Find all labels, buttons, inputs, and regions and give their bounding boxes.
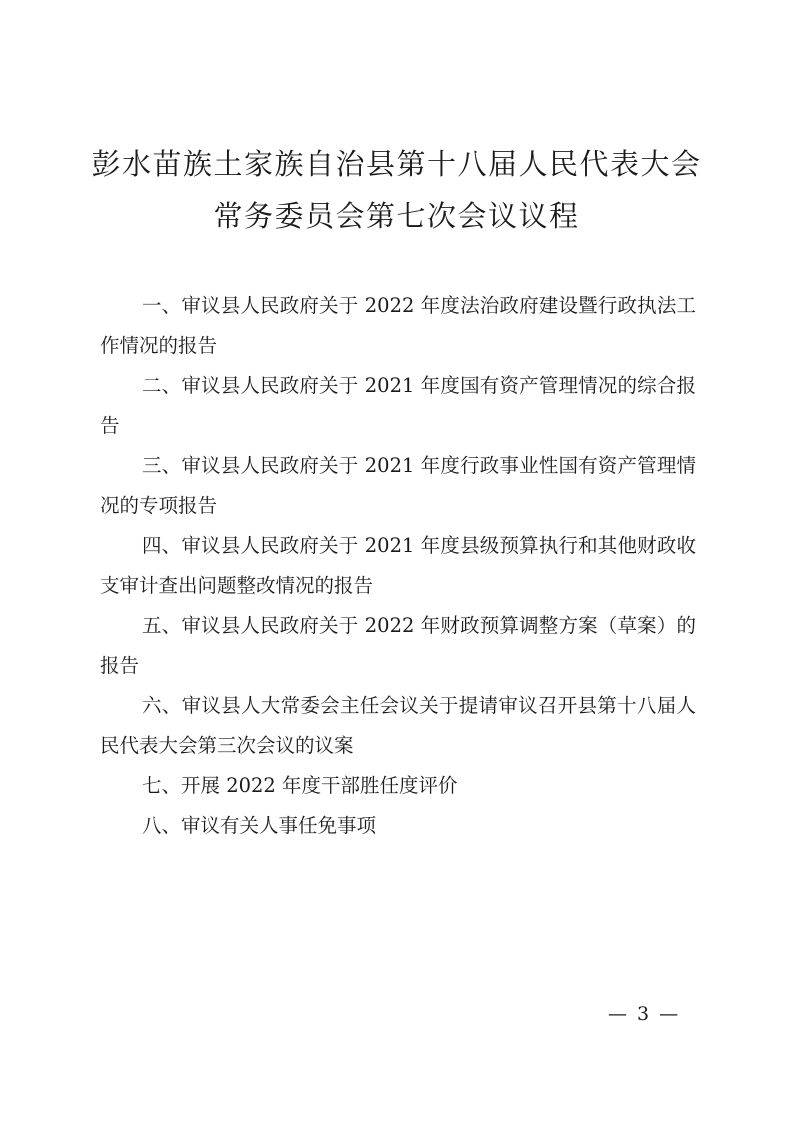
agenda-item-7: 七、开展 2022 年度干部胜任度评价 bbox=[142, 774, 458, 797]
agenda-item-6: 六、审议县人大常委会主任会议关于提请审议召开县第十八届人民代表大会第三次会议的议案 bbox=[100, 694, 696, 757]
agenda-item-1: 一、审议县人民政府关于 2022 年度法治政府建设暨行政执法工作情况的报告 bbox=[100, 294, 696, 357]
agenda-item-3: 三、审议县人民政府关于 2021 年度行政事业性国有资产管理情况的专项报告 bbox=[100, 454, 696, 517]
agenda-item-5: 五、审议县人民政府关于 2022 年财政预算调整方案（草案）的报告 bbox=[100, 614, 696, 677]
agenda-item-2: 二、审议县人民政府关于 2021 年度国有资产管理情况的综合报告 bbox=[100, 374, 696, 437]
agenda-item-4: 四、审议县人民政府关于 2021 年度县级预算执行和其他财政收支审计查出问题整改情况的报告 bbox=[100, 534, 696, 597]
document-title bbox=[0, 138, 793, 242]
agenda-list bbox=[100, 286, 696, 846]
agenda-item-8: 八、审议有关人事任免事项 bbox=[142, 814, 377, 837]
title-line-2: 常务委员会第七次会议议程 bbox=[213, 199, 580, 233]
title-line-1: 彭水苗族土家族自治县第十八届人民代表大会 bbox=[91, 147, 702, 181]
page-number: — 3 — bbox=[608, 1003, 681, 1025]
